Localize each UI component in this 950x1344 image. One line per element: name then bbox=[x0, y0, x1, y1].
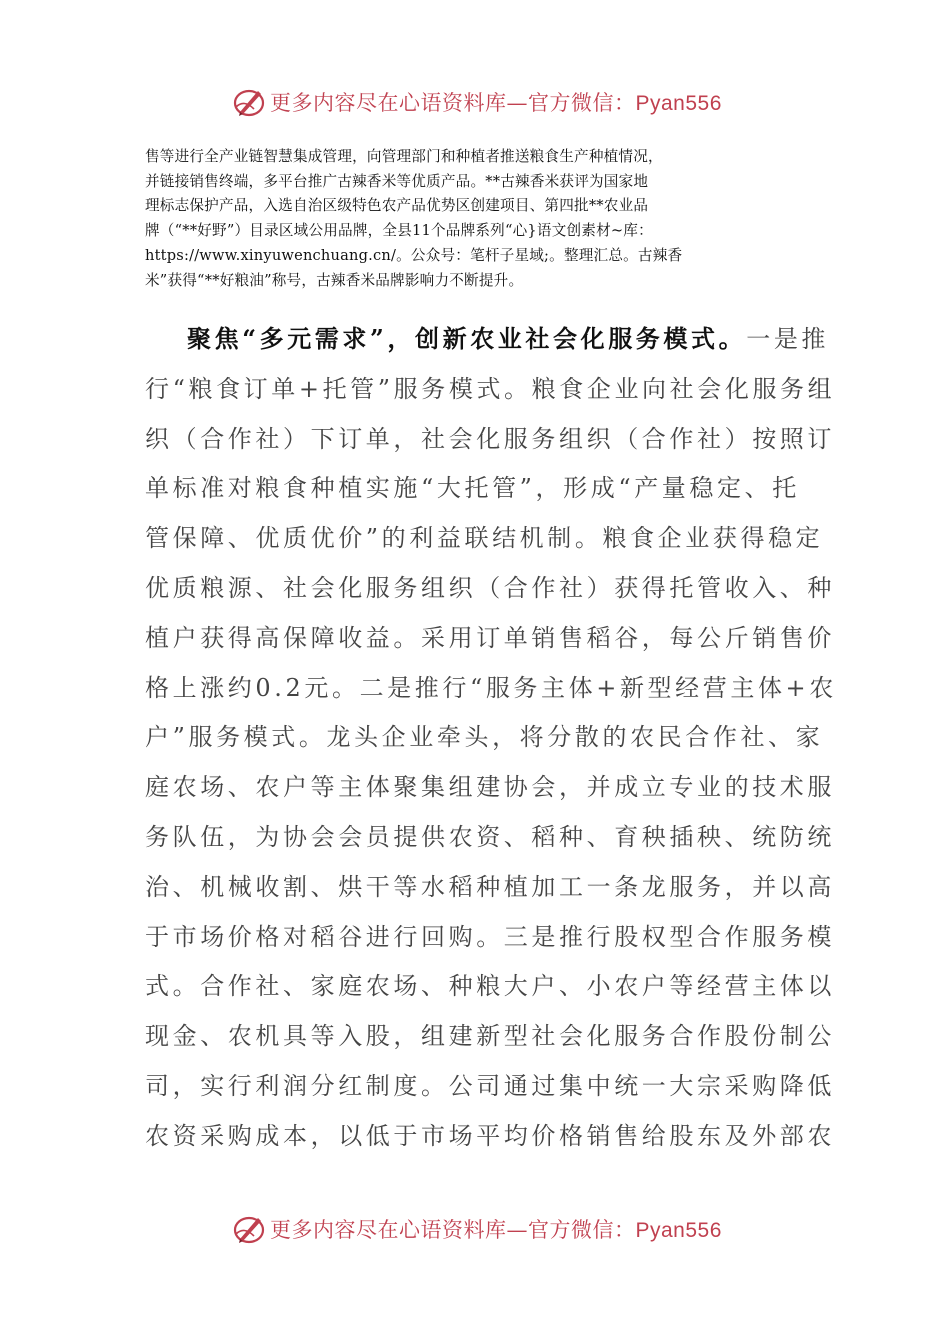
paragraph-line: 治、机械收割、烘干等水稻种植加工一条龙服务，并以高 bbox=[145, 872, 835, 901]
paragraph-line: 格上涨约0.2元。二是推行“服务主体+新型经营主体+农 bbox=[145, 673, 837, 702]
paragraph-line: 现金、农机具等入股，组建新型社会化服务合作股份制公 bbox=[145, 1022, 835, 1051]
banner-text: 更多内容尽在心语资料库—官方微信： bbox=[270, 91, 636, 115]
paragraph-line: https://www.xinyuwenchuang.cn/。公众号：笔杆子星域;。整理汇总。古辣香 bbox=[145, 246, 683, 264]
wechat-handle: Pyan556 bbox=[635, 92, 722, 115]
paragraph-line: 织（合作社）下订单，社会化服务组织（合作社）按照订 bbox=[145, 424, 835, 453]
banner-text: 更多内容尽在心语资料库—官方微信： bbox=[270, 1218, 636, 1242]
paragraph-line: 理标志保护产品，入选自治区级特色农产品优势区创建项目、第四批**农业品 bbox=[145, 197, 649, 215]
pen-logo-icon bbox=[232, 1212, 266, 1246]
paragraph-line: 植户获得高保障收益。采用订单销售稻谷，每公斤销售价 bbox=[145, 623, 835, 652]
paragraph-line: 农资采购成本，以低于市场平均价格销售给股东及外部农 bbox=[145, 1121, 835, 1150]
paragraph-line: 于市场价格对稻谷进行回购。三是推行股权型合作服务模 bbox=[145, 922, 835, 951]
paragraph-heading: 聚焦“多元需求”，创新农业社会化服务模式。 bbox=[187, 324, 747, 353]
header-banner bbox=[232, 84, 792, 120]
paragraph-line: 优质粮源、社会化服务组织（合作社）获得托管收入、种 bbox=[145, 573, 835, 602]
paragraph-line: 牌（“**好野”）目录区域公用品牌，全县11个品牌系列“心}语文创素材~库： bbox=[145, 222, 653, 240]
pen-logo-icon bbox=[232, 85, 266, 119]
paragraph-line: 管保障、优质优价”的利益联结机制。粮食企业获得稳定 bbox=[145, 524, 824, 553]
paragraph-line: 米”获得“**好粮油”称号，古辣香米品牌影响力不断提升。 bbox=[145, 271, 524, 289]
paragraph-line: 行“粮食订单+托管”服务模式。粮食企业向社会化服务组 bbox=[145, 374, 836, 403]
wechat-handle: Pyan556 bbox=[635, 1219, 722, 1242]
paragraph-line: 单标准对粮食种植实施“大托管”，形成“产量稳定、托 bbox=[145, 474, 800, 503]
paragraph-line: 户”服务模式。龙头企业牵头，将分散的农民合作社、家 bbox=[145, 723, 824, 752]
paragraph-line: 务队伍，为协会会员提供农资、稻种、育秧插秧、统防统 bbox=[145, 822, 835, 851]
main-paragraph bbox=[145, 314, 837, 1162]
paragraph-line: 一是推 bbox=[746, 325, 830, 353]
continued-paragraph bbox=[145, 145, 825, 293]
paragraph-line: 售等进行全产业链智慧集成管理，向管理部门和种植者推送粮食生产种植情况， bbox=[145, 148, 663, 165]
paragraph-line: 庭农场、农户等主体聚集组建协会，并成立专业的技术服 bbox=[145, 773, 835, 802]
footer-banner bbox=[232, 1211, 792, 1247]
paragraph-line: 并链接销售终端，多平台推广古辣香米等优质产品。**古辣香米获评为国家地 bbox=[145, 172, 649, 190]
paragraph-line: 式。合作社、家庭农场、种粮大户、小农户等经营主体以 bbox=[145, 972, 835, 1001]
paragraph-line: 司，实行利润分红制度。公司通过集中统一大宗采购降低 bbox=[145, 1071, 835, 1100]
